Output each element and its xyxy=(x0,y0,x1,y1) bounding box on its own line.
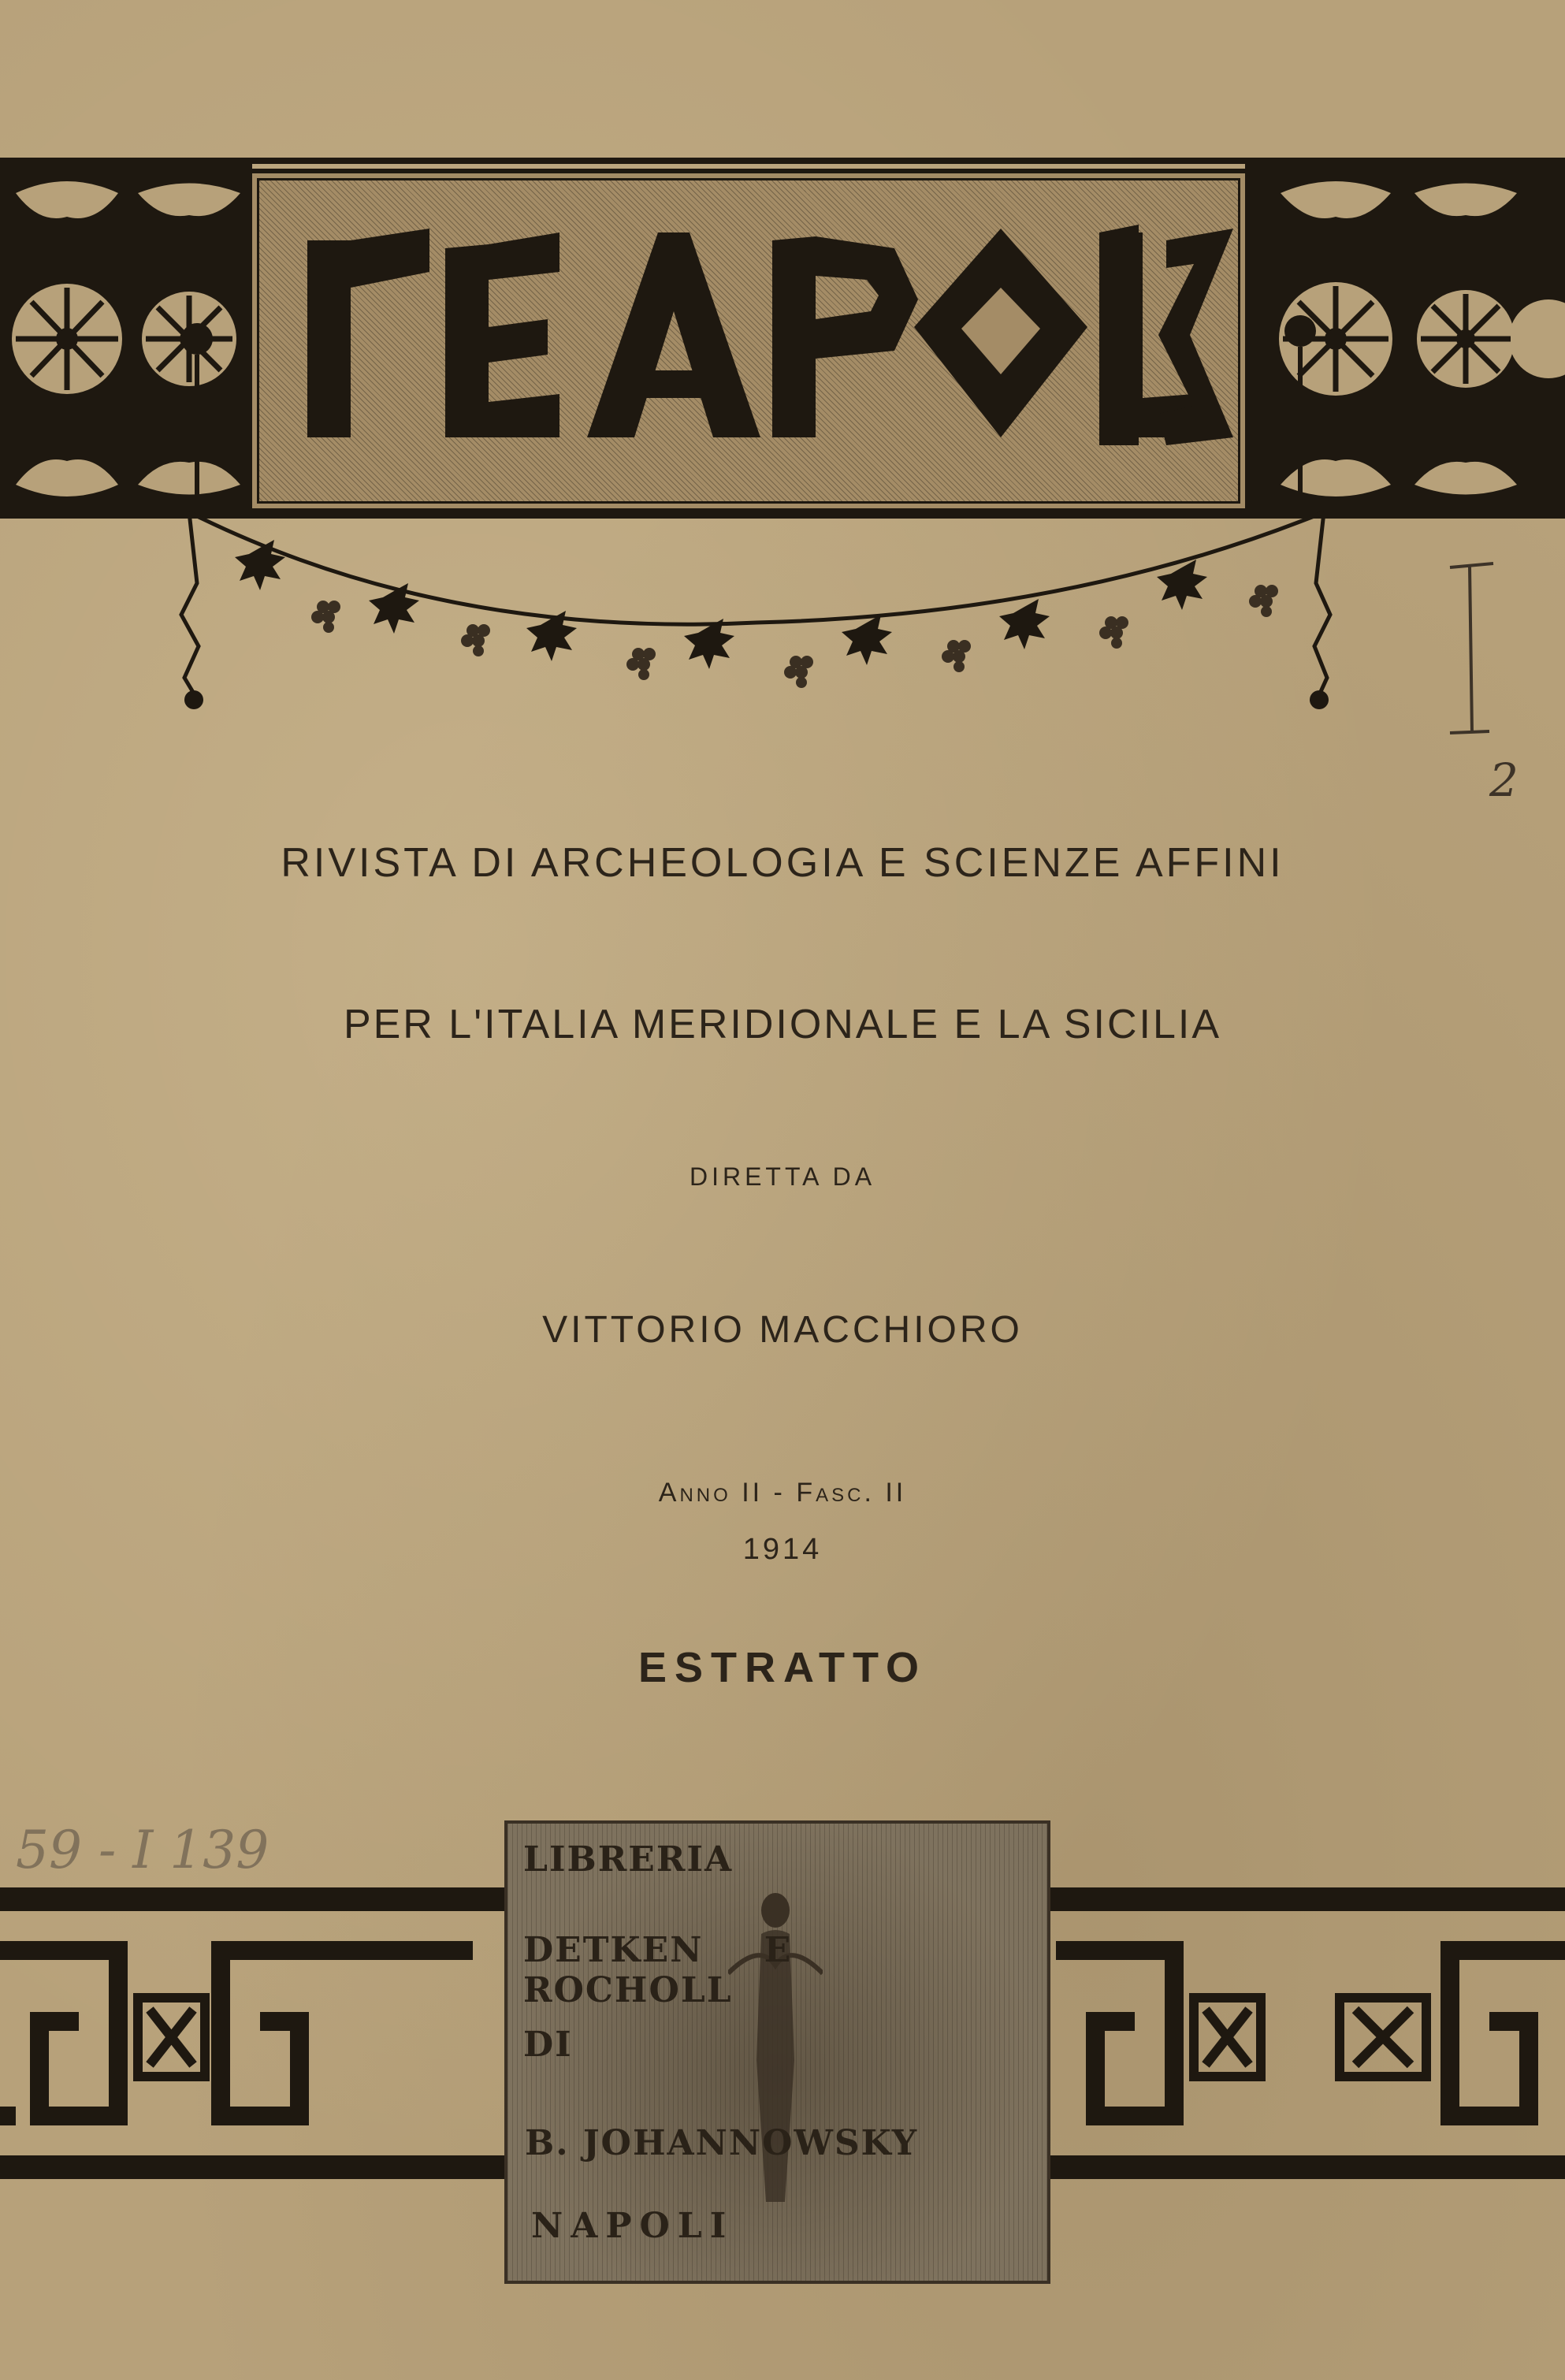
subtitle-line-2: PER L'ITALIA MERIDIONALE E LA SICILIA xyxy=(343,1002,1222,1047)
stamp-line-2: DETKEN E ROCHOLL xyxy=(523,1930,793,2010)
subtitle-line-1: RIVISTA DI ARCHEOLOGIA E SCIENZE AFFINI xyxy=(281,840,1284,886)
stamp-line-3: DI xyxy=(523,2025,573,2065)
stamp-line-1: LIBRERIA xyxy=(523,1839,734,1880)
masthead-logotype-tail xyxy=(1095,209,1245,469)
pencil-mark xyxy=(1434,552,1529,820)
directed-by-label: DIRETTA DA xyxy=(689,1162,876,1191)
right-pendant-knob xyxy=(1277,307,1324,512)
issue-line: Anno II - Fasc. II xyxy=(658,1478,907,1508)
stamp-line-5: NAPOLI xyxy=(531,2206,734,2246)
stamp-line-4: B. JOHANNOWSKY xyxy=(525,2123,919,2163)
director-name: VITTORIO MACCHIORO xyxy=(542,1309,1023,1351)
pencil-mark-number: 2 xyxy=(1489,753,1519,807)
bookseller-stamp xyxy=(504,1820,1050,2284)
shelfmark-text: 59 - I 139 xyxy=(16,1820,270,1880)
handwritten-shelfmark xyxy=(0,1679,504,1915)
extract-label: ESTRATTO xyxy=(638,1644,927,1691)
issue-year: 1914 xyxy=(742,1533,823,1566)
grape-garland xyxy=(142,489,1371,741)
masthead-logotype xyxy=(248,201,1241,469)
